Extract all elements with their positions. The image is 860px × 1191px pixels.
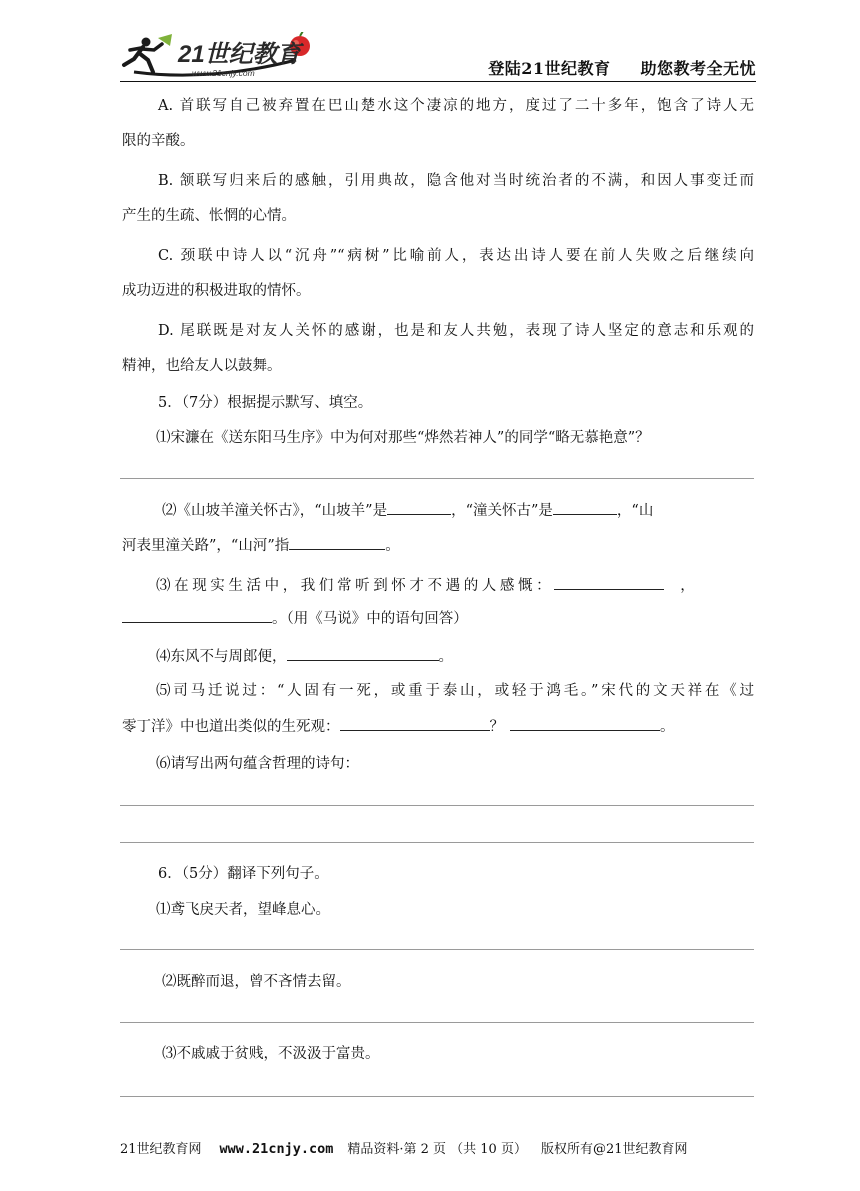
q6-sub1: ⑴鸢飞戾天者，望峰息心。: [156, 902, 330, 918]
option-b-line2: 产生的生疏、怅惘的心情。: [122, 208, 296, 224]
option-b-line1: B. 颔联写归来后的感触，引用典故，隐含他对当时统治者的不满，和因人事变迁而: [158, 173, 754, 189]
q5-sub1: ⑴宋濂在《送东阳马生序》中为何对那些“烨然若神人”的同学“略无慕艳意”？: [156, 430, 650, 446]
q5-sub5-text-c: ？: [489, 719, 504, 735]
q6-title: 6．（5分）翻译下列句子。: [158, 866, 329, 882]
q5-sub3-text-c: 。（用《马说》中的语句回答）: [272, 611, 468, 627]
q5-sub5-line2: [122, 716, 675, 737]
fill-blank[interactable]: [122, 608, 272, 623]
slogan-right: 助您教考全无忧: [640, 59, 756, 78]
q5-sub4-text-b: 。: [438, 649, 453, 665]
q5-sub3-text-a: ⑶在现实生活中，我们常听到怀才不遇的人感慨：: [156, 578, 555, 594]
fill-blank[interactable]: [340, 716, 490, 731]
q5-sub2-text-a: ⑵《山坡羊潼关怀古》，“山坡羊”是: [162, 503, 388, 519]
q5-title: 5．（7分）根据提示默写、填空。: [158, 395, 373, 411]
option-d-line2: 精神，也给友人以鼓舞。: [122, 358, 282, 374]
q5-sub5-text-d: 。: [660, 719, 675, 735]
footer-copyright: 版权所有@21世纪教育网: [540, 1142, 688, 1157]
q5-sub2-line1: [162, 500, 653, 521]
answer-line[interactable]: [120, 478, 754, 479]
fill-blank[interactable]: [510, 716, 660, 731]
footer-left: 21世纪教育网: [120, 1142, 202, 1157]
option-a-line1: A. 首联写自己被弃置在巴山楚水这个凄凉的地方，度过了二十多年，饱含了诗人无: [158, 98, 754, 114]
fill-blank[interactable]: [554, 575, 664, 590]
option-c-line2: 成功迈进的积极进取的情怀。: [122, 283, 311, 299]
fill-blank[interactable]: [553, 500, 617, 515]
logo-text: 21世纪教育: [178, 41, 301, 68]
answer-line[interactable]: [120, 842, 754, 843]
answer-line[interactable]: [120, 949, 754, 950]
logo-url: www.21cnjy.com: [192, 68, 255, 78]
q6-sub2: ⑵既醉而退，曾不吝情去留。: [162, 974, 351, 990]
q5-sub4: [156, 646, 453, 667]
q5-sub2-text-b: ，“潼关怀古”是: [451, 503, 553, 519]
q5-sub3-text-b: ，: [680, 578, 699, 594]
option-a-line2: 限的辛酸。: [122, 133, 195, 149]
page-footer: [120, 1138, 760, 1157]
q5-sub2-text-d: 河表里潼关路”，“山河”指: [122, 538, 290, 554]
q5-sub4-text-a: ⑷东风不与周郎便，: [156, 649, 287, 665]
q5-sub5-line1: ⑸司马迁说过：“人固有一死，或重于泰山，或轻于鸿毛。”宋代的文天祥在《过: [156, 683, 754, 699]
q6-sub3: ⑶不戚戚于贫贱，不汲汲于富贵。: [162, 1046, 380, 1062]
q5-sub2-text-e: 。: [385, 538, 400, 554]
answer-line[interactable]: [120, 1022, 754, 1023]
footer-page-info: 精品资料·第 2 页 （共 10 页）: [347, 1142, 527, 1157]
slogan-left: 登陆21世纪教育: [488, 59, 611, 78]
answer-line[interactable]: [120, 1096, 754, 1097]
q5-sub6: ⑹请写出两句蕴含哲理的诗句：: [156, 756, 359, 772]
q5-sub3-line1: [156, 575, 698, 596]
q5-sub3-line2: [122, 608, 468, 629]
option-c-line1: C. 颈联中诗人以“沉舟”“病树”比喻前人，表达出诗人要在前人失败之后继续向: [158, 248, 754, 264]
fill-blank[interactable]: [387, 500, 451, 515]
option-d-line1: D. 尾联既是对友人关怀的感谢，也是和友人共勉，表现了诗人坚定的意志和乐观的: [158, 323, 754, 339]
fill-blank[interactable]: [287, 646, 439, 661]
q5-sub2-text-c: ，“山: [616, 503, 654, 519]
q5-sub2-line2: [122, 535, 400, 556]
footer-site-link[interactable]: www.21cnjy.com: [219, 1141, 334, 1157]
fill-blank[interactable]: [289, 535, 385, 550]
q5-sub5-text-b: 零丁洋》中也道出类似的生死观：: [122, 719, 340, 735]
answer-line[interactable]: [120, 805, 754, 806]
